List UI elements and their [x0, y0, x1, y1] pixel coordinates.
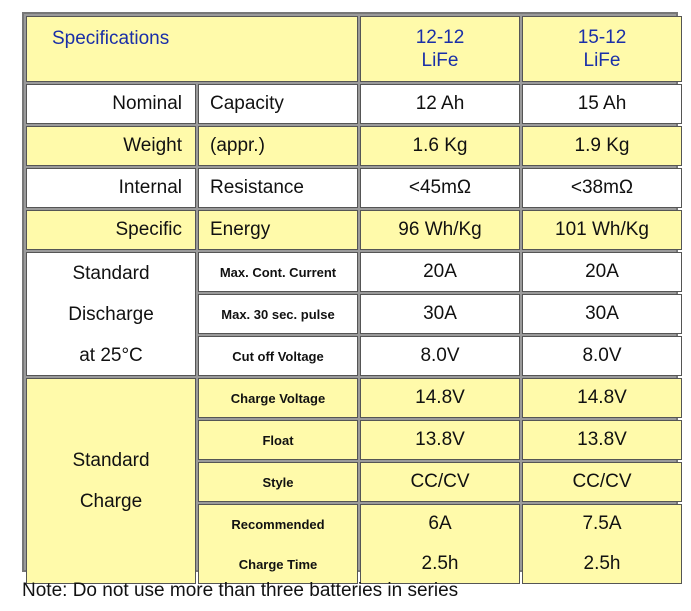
row-energy-label-a: Specific — [26, 210, 196, 250]
spec-table — [22, 12, 678, 572]
discharge-max-pulse-label: Max. 30 sec. pulse — [198, 294, 358, 334]
row-weight-label-b: (appr.) — [198, 126, 358, 166]
row-capacity-label-b: Capacity — [198, 84, 358, 124]
row-capacity-label-a: Nominal — [26, 84, 196, 124]
discharge-max-pulse-value-1: 30A — [360, 294, 520, 334]
header-model-15-12-line2: LiFe — [583, 50, 621, 71]
row-capacity-value-1: 12 Ah — [360, 84, 520, 124]
row-weight-label-a: Weight — [26, 126, 196, 166]
row-resistance-label-a: Internal — [26, 168, 196, 208]
discharge-max-cont-current-label: Max. Cont. Current — [198, 252, 358, 292]
charge-float-value-1: 13.8V — [360, 420, 520, 460]
header-model-15-12 — [522, 16, 682, 82]
charge-voltage-value-2: 14.8V — [522, 378, 682, 418]
charge-recommended-value-2 — [522, 504, 682, 584]
header-model-12-12 — [360, 16, 520, 82]
discharge-max-cont-current-value-1: 20A — [360, 252, 520, 292]
charge-float-value-2: 13.8V — [522, 420, 682, 460]
group-charge-line-1: Standard — [72, 450, 150, 471]
discharge-cutoff-voltage-value-1: 8.0V — [360, 336, 520, 376]
group-discharge-line-3: at 25°C — [79, 344, 143, 366]
discharge-max-pulse-value-2: 30A — [522, 294, 682, 334]
discharge-max-cont-current-value-2: 20A — [522, 252, 682, 292]
row-weight-value-2: 1.9 Kg — [522, 126, 682, 166]
header-model-15-12-line1: 15-12 — [577, 27, 627, 48]
row-energy-value-1: 96 Wh/Kg — [360, 210, 520, 250]
header-specifications: Specifications — [26, 16, 358, 82]
row-resistance-value-2: <38mΩ — [522, 168, 682, 208]
footnote: Note: Do not use more than three batteries in series — [22, 580, 459, 601]
header-model-12-12-line2: LiFe — [421, 50, 459, 71]
row-energy-label-b: Energy — [198, 210, 358, 250]
charge-time-2: 2.5h — [583, 553, 621, 574]
charge-style-label: Style — [198, 462, 358, 502]
group-standard-charge — [26, 378, 196, 584]
charge-time-1: 2.5h — [421, 553, 459, 574]
charge-recommended-value-1 — [360, 504, 520, 584]
charge-recommended-label-line-1: Recommended — [231, 516, 325, 532]
row-resistance-value-1: <45mΩ — [360, 168, 520, 208]
charge-voltage-value-1: 14.8V — [360, 378, 520, 418]
charge-voltage-label: Charge Voltage — [198, 378, 358, 418]
charge-recommended-current-2: 7.5A — [582, 513, 622, 534]
group-discharge-line-1: Standard — [72, 262, 150, 284]
charge-style-value-1: CC/CV — [360, 462, 520, 502]
discharge-cutoff-voltage-value-2: 8.0V — [522, 336, 682, 376]
charge-recommended-label — [198, 504, 358, 584]
group-discharge-line-2: Discharge — [68, 303, 154, 325]
row-capacity-value-2: 15 Ah — [522, 84, 682, 124]
group-charge-line-2: Charge — [79, 491, 143, 512]
discharge-cutoff-voltage-label: Cut off Voltage — [198, 336, 358, 376]
row-energy-value-2: 101 Wh/Kg — [522, 210, 682, 250]
charge-recommended-current-1: 6A — [428, 513, 452, 534]
charge-style-value-2: CC/CV — [522, 462, 682, 502]
row-weight-value-1: 1.6 Kg — [360, 126, 520, 166]
row-resistance-label-b: Resistance — [198, 168, 358, 208]
group-standard-discharge — [26, 252, 196, 376]
charge-float-label: Float — [198, 420, 358, 460]
header-model-12-12-line1: 12-12 — [415, 27, 465, 48]
charge-recommended-label-line-2: Charge Time — [238, 556, 318, 572]
